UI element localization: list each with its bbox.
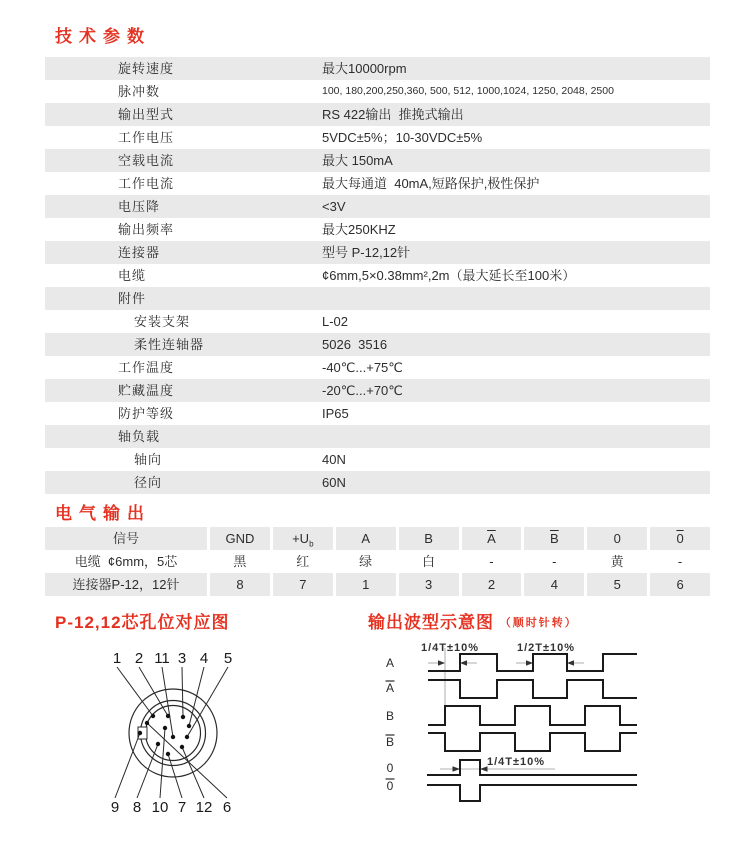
spec-row: [45, 126, 710, 149]
spec-label: 轴向: [134, 452, 163, 467]
connector-pin-dot: [163, 726, 167, 730]
pin-leader-line: [187, 667, 228, 737]
spec-row: [45, 425, 710, 448]
section-title-tech-params: 技术参数: [55, 27, 151, 46]
signal-cell: B: [399, 527, 459, 550]
pin-number: 11: [154, 650, 170, 667]
pin-leader-line: [117, 667, 153, 716]
spec-row: [45, 287, 710, 310]
connector-pin-dot: [166, 714, 170, 718]
trace-A: [428, 654, 637, 671]
signal-data-row: [45, 550, 710, 573]
signal-cell: 5: [587, 573, 647, 596]
signal-cell: 黄: [610, 554, 624, 569]
spec-row: [45, 379, 710, 402]
spec-value: 5VDC±5%；10-30VDC±5%: [322, 130, 483, 145]
waveform-channel-labels: [386, 656, 395, 793]
channel-label: B: [385, 709, 395, 723]
trace-A-inverted: [428, 680, 637, 698]
spec-value: -20℃...+70℃: [322, 383, 403, 398]
spec-label: 工作温度: [118, 360, 175, 375]
signal-data-row: [45, 573, 710, 596]
spec-value: [322, 425, 710, 448]
spec-row: [45, 80, 710, 103]
signal-row-label: 信号: [45, 527, 207, 550]
spec-row: [45, 310, 710, 333]
spec-value: 最大10000rpm: [322, 61, 407, 76]
spec-value: ¢6mm,5×0.38mm²,2m（最大延长至100米）: [322, 268, 576, 283]
spec-label: 轴负载: [118, 429, 161, 444]
pin-leader-line: [182, 747, 204, 798]
spec-row: [45, 103, 710, 126]
spec-value: -40℃...+75℃: [322, 360, 403, 375]
spec-label: 输出型式: [118, 107, 175, 122]
spec-label: 工作电流: [118, 176, 175, 191]
signal-cell: A: [336, 527, 396, 550]
connector-pin-dot: [187, 724, 191, 728]
spec-label: 输出频率: [118, 222, 175, 237]
pin-number: 3: [177, 650, 187, 667]
connector-pin-dot: [151, 714, 155, 718]
pin-number: 8: [132, 799, 142, 816]
spec-row: [45, 356, 710, 379]
connector-pin-dot: [180, 745, 184, 749]
spec-row: [45, 264, 710, 287]
spec-row: [45, 218, 710, 241]
spec-label: 脉冲数: [118, 84, 161, 99]
section-title-waveform-diagram: [368, 608, 578, 633]
pin-leader-line: [182, 667, 183, 717]
pin-number: 1: [112, 650, 122, 667]
spec-label: 附件: [118, 291, 147, 306]
spec-label: 径向: [134, 475, 163, 490]
spec-value: 最大 150mA: [322, 153, 393, 168]
pin-leader-line: [147, 723, 227, 798]
trace-0-inverted: [427, 785, 637, 801]
channel-label: 0: [386, 779, 394, 793]
spec-row: [45, 402, 710, 425]
spec-label: 连接器: [118, 245, 161, 260]
pin-leader-line: [137, 744, 158, 798]
connector-pin-dot: [156, 742, 160, 746]
pin-number: 2: [134, 650, 144, 667]
signal-cell: 0: [587, 527, 647, 550]
signal-header-row: [45, 527, 710, 550]
spec-label: 防护等级: [118, 406, 175, 421]
pin-number: 4: [199, 650, 209, 667]
channel-label: B: [385, 735, 395, 749]
spec-row: [45, 333, 710, 356]
signal-cell: $\overline{B}$: [524, 527, 584, 550]
signal-cell: GND: [210, 527, 270, 550]
spec-label: 电缆: [118, 268, 147, 283]
waveform-subtitle: （顺时针转）: [499, 617, 578, 629]
connector-pin-dot: [145, 721, 149, 725]
spec-value: RS 422输出 推挽式输出: [322, 107, 464, 122]
spec-value: 40N: [322, 452, 346, 467]
signal-row-label: 连接器P-12，12针: [45, 573, 207, 596]
pin-number: 7: [177, 799, 187, 816]
pin-leader-lines: [115, 667, 228, 798]
pin-number: 12: [195, 799, 213, 816]
spec-label: 贮藏温度: [118, 383, 175, 398]
connector-pinout-diagram: [95, 646, 265, 818]
signal-cell: 0: [650, 527, 710, 550]
signal-cell: 2: [462, 573, 522, 596]
signal-cell: 白: [422, 554, 436, 569]
spec-row: [45, 149, 710, 172]
electrical-output-table: [45, 527, 710, 596]
output-waveform-diagram: [380, 638, 648, 818]
spec-value: IP65: [322, 406, 349, 421]
signal-cell: -: [552, 554, 557, 569]
spec-label: 安装支架: [134, 314, 191, 329]
spec-row: [45, 57, 710, 80]
connector-pin-dot: [185, 735, 189, 739]
trace-B: [428, 706, 637, 725]
signal-row-label: 电缆 ¢6mm，5芯: [74, 554, 178, 569]
spec-value: 型号 P-12,12针: [322, 245, 411, 260]
spec-label: 旋转速度: [118, 61, 175, 76]
signal-cell: $+U_b$: [273, 527, 333, 550]
pin-number: 6: [222, 799, 232, 816]
timing-annotation: 1/4T±10%: [487, 756, 546, 768]
connector-pin-dot: [138, 731, 142, 735]
signal-cell: 1: [336, 573, 396, 596]
signal-cell: $\overline{A}$: [462, 527, 522, 550]
pin-leader-line: [115, 733, 140, 798]
channel-label: A: [385, 681, 395, 695]
spec-value: 最大250KHZ: [322, 222, 396, 237]
spec-label: 电压降: [118, 199, 161, 214]
spec-value: 100, 180,200,250,360, 500, 512, 1000,1024, 1250, 2048, 2500: [322, 85, 614, 97]
spec-row: [45, 448, 710, 471]
spec-value: 最大每通道 40mA,短路保护,极性保护: [322, 176, 540, 191]
timing-annotation: 1/2T±10%: [517, 642, 576, 654]
signal-cell: 黑: [233, 554, 247, 569]
pin-number: 9: [110, 799, 120, 816]
spec-row: [45, 172, 710, 195]
connector-pin-dot: [171, 735, 175, 739]
spec-row: [45, 471, 710, 494]
connector-pin-dot: [181, 715, 185, 719]
spec-value: L-02: [322, 314, 349, 329]
pin-number: 5: [223, 650, 233, 667]
spec-label: 空载电流: [118, 153, 175, 168]
channel-label: 0: [386, 761, 394, 775]
spec-label: 柔性连轴器: [134, 337, 205, 352]
tech-params-table: [45, 57, 710, 494]
signal-cell: 3: [399, 573, 459, 596]
pin-number: 10: [151, 799, 169, 816]
spec-label: 工作电压: [118, 130, 175, 145]
trace-B-inverted: [428, 733, 637, 751]
signal-cell: -: [489, 554, 494, 569]
waveform-title-text: 输出波型示意图: [368, 613, 494, 632]
channel-label: A: [385, 656, 395, 670]
section-title-connector-diagram: P-12,12芯孔位对应图: [55, 613, 230, 632]
section-title-electrical-output: 电气输出: [55, 504, 151, 523]
signal-cell: 红: [296, 554, 310, 569]
spec-row: [45, 241, 710, 264]
signal-cell: 4: [524, 573, 584, 596]
spec-value: <3V: [322, 199, 346, 214]
dimension-arrowheads: [438, 660, 574, 772]
spec-value: 60N: [322, 475, 346, 490]
connector-pin-dot: [166, 752, 170, 756]
signal-cell: 6: [650, 573, 710, 596]
spec-value: 5026 3516: [322, 337, 388, 352]
signal-cell: 绿: [359, 554, 373, 569]
spec-row: [45, 195, 710, 218]
timing-annotation: 1/4T±10%: [421, 642, 480, 654]
signal-cell: 7: [273, 573, 333, 596]
waveform-traces: [427, 654, 637, 801]
signal-cell: 8: [210, 573, 270, 596]
signal-cell: -: [677, 554, 683, 569]
spec-value: [322, 287, 710, 310]
